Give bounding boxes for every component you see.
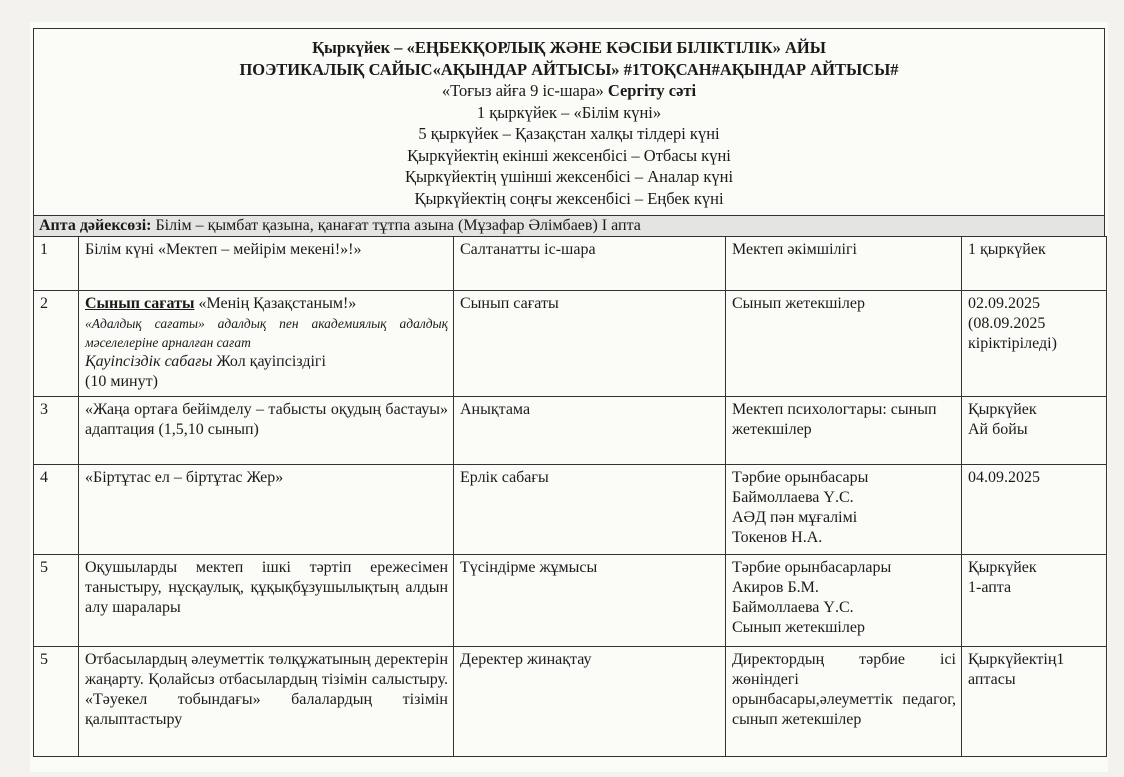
event-form: Сынып сағаты <box>454 291 726 397</box>
event-date: 04.09.2025 <box>962 465 1107 555</box>
event-line-prefix: «Тоғыз айға 9 іс-шара» <box>441 81 608 100</box>
table-row <box>34 237 1107 291</box>
event-title: Білім күні «Мектеп – мейірім мекені!»!» <box>79 237 454 291</box>
event-responsible <box>726 465 962 555</box>
event-responsible <box>726 555 962 647</box>
responsible-line: Баймоллаева Ү.С. <box>732 489 854 506</box>
date-line: Қыркүйектің соңғы жексенбісі – Еңбек күні <box>414 188 724 208</box>
responsible-line: Тәрбие орынбасары <box>732 469 869 486</box>
event-title: «Жаңа ортаға бейімделу – табысты оқудың бастауы» адаптация (1,5,10 сынып) <box>79 397 454 465</box>
responsible-line: Токенов Н.А. <box>732 529 823 546</box>
row-number: 2 <box>34 291 79 397</box>
week-quote-text: Білім – қымбат қазына, қанағат тұтпа азына (Мұзафар Әлімбаев) I апта <box>151 217 641 234</box>
events-table <box>33 236 1107 757</box>
table-row <box>34 555 1107 647</box>
event-form: Деректер жинақтау <box>454 647 726 757</box>
date-line: Қыркүйектің екінші жексенбісі – Отбасы күні <box>407 145 731 165</box>
document-page <box>30 22 1108 772</box>
event-title-bold: Сынып сағаты <box>85 295 195 312</box>
event-date <box>962 555 1107 647</box>
event-date-line: кірiктiрiледi) <box>968 335 1057 352</box>
event-line <box>34 80 1104 102</box>
row-number: 5 <box>34 647 79 757</box>
event-title: Оқушыларды мектеп ішкі тәртіп ережесімен таныстыру, нұсқаулық, құқықбұзушылықтың алдын алу шаралары <box>79 555 454 647</box>
responsible-line: АӘД пән мұғалімі <box>732 509 858 526</box>
month-title: Қыркүйек – «ЕҢБЕКҚОРЛЫҚ ЖӘНЕ КӘСІБИ БІЛІКТІЛІК» АЙЫ <box>312 38 826 57</box>
event-title-note2: Қауіпсіздік сабағы <box>85 353 213 370</box>
event-title <box>79 291 454 397</box>
event-form: Салтанатты іс-шара <box>454 237 726 291</box>
responsible-line: Акиров Б.М. <box>732 579 819 596</box>
week-quote <box>33 215 1105 237</box>
event-date-line: Қыркүйек <box>968 559 1037 576</box>
event-date: Қыркүйектің1 аптасы <box>962 647 1107 757</box>
event-responsible: Директордың тәрбие ісі жөніндегі орынбасары,әлеуметтік педагог, сынып жетекшілер <box>726 647 962 757</box>
row-number: 5 <box>34 555 79 647</box>
responsible-line: Баймоллаева Ү.С. <box>732 599 854 616</box>
event-date <box>962 397 1107 465</box>
row-number: 4 <box>34 465 79 555</box>
table-row <box>34 465 1107 555</box>
date-line: 1 қыркүйек – «Білім күні» <box>476 102 662 122</box>
row-number: 3 <box>34 397 79 465</box>
event-date-line: 02.09.2025 <box>968 295 1040 312</box>
event-title: Отбасылардың әлеуметтік төлқұжатының деректерін жаңарту. Қолайсыз отбасылардың тізімін салыстыру. «Тәуекел тобындағы» балалардың тізімін қалыптастыру <box>79 647 454 757</box>
event-form: Түсіндірме жұмысы <box>454 555 726 647</box>
event-responsible: Мектеп әкімшілігі <box>726 237 962 291</box>
event-title-note: «Адалдық сағаты» адалдық пен академиялық адалдық мәселелеріне арналған сағат <box>85 316 448 350</box>
event-date-line: 1-апта <box>968 579 1012 596</box>
row-number: 1 <box>34 237 79 291</box>
event-date-line: Қыркүйек <box>968 401 1037 418</box>
event-title-rest3: (10 минут) <box>85 373 158 390</box>
event-date: 1 қыркүйек <box>962 237 1107 291</box>
contest-title: ПОЭТИКАЛЫҚ САЙЫС«АҚЫНДАР АЙТЫСЫ» #1ТОҚСАН#АҚЫНДАР АЙТЫСЫ# <box>239 59 899 79</box>
event-form: Анықтама <box>454 397 726 465</box>
date-line: 5 қыркүйек – Қазақстан халқы тілдері күні <box>418 124 720 143</box>
event-title-rest: «Менің Қазақстаным!» <box>194 295 357 312</box>
event-form: Ерлік сабағы <box>454 465 726 555</box>
event-date-line: Ай бойы <box>968 421 1028 438</box>
month-header <box>33 28 1105 231</box>
event-title-rest2: Жол қауіпсіздігі <box>212 353 326 370</box>
event-responsible: Сынып жетекшілер <box>726 291 962 397</box>
event-date-line: (08.09.2025 <box>968 315 1046 332</box>
date-line: Қыркүйектің үшінші жексенбісі – Аналар күні <box>404 167 734 186</box>
event-line-bold: Сергіту сәті <box>607 81 697 100</box>
table-row <box>34 291 1107 397</box>
week-quote-label: Апта дәйексөзі: <box>39 217 152 234</box>
event-responsible: Мектеп психологтары: сынып жетекшілер <box>726 397 962 465</box>
responsible-line: Тәрбие орынбасарлары <box>732 559 892 576</box>
table-row <box>34 397 1107 465</box>
responsible-line: Сынып жетекшілер <box>732 619 865 636</box>
event-title: «Біртұтас ел – біртұтас Жер» <box>79 465 454 555</box>
event-date <box>962 291 1107 397</box>
table-row <box>34 647 1107 757</box>
